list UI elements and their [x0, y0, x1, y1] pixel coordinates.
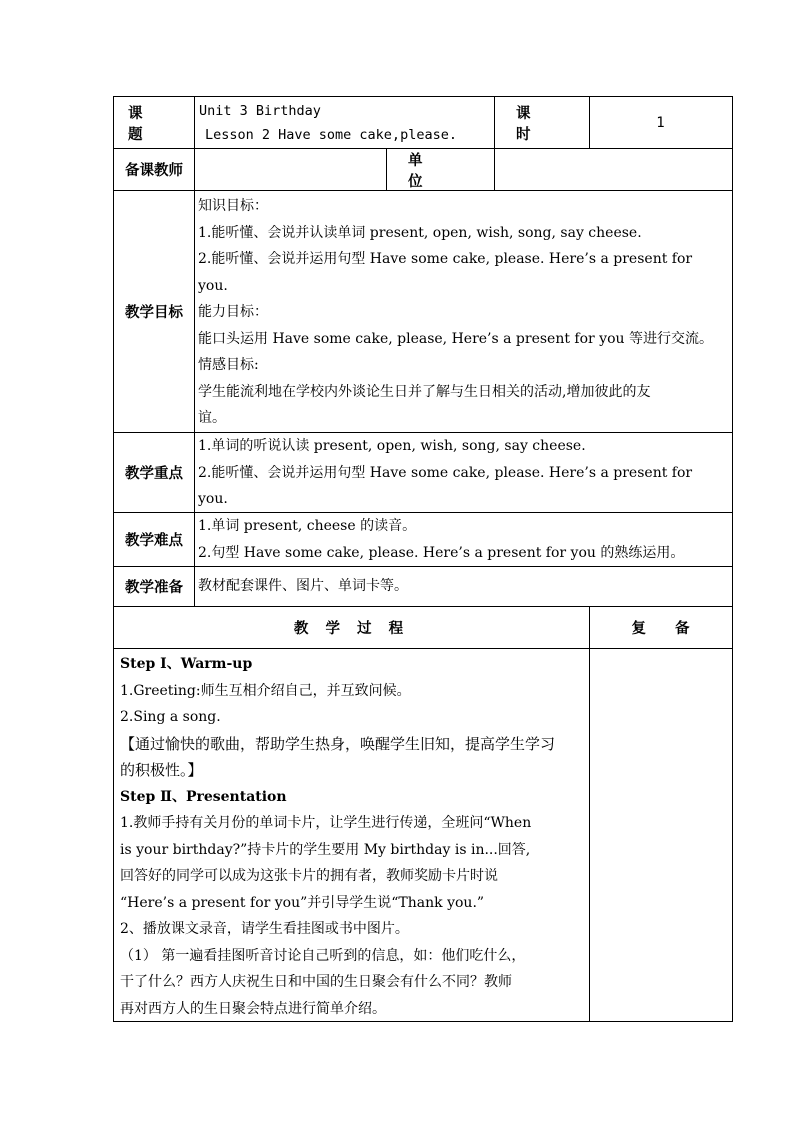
difficulties-row: [113, 512, 733, 566]
table-bottom-border: [113, 1021, 733, 1022]
process-line: 1.Greeting:师生互相介绍自己，并互致问候。: [120, 682, 411, 699]
teacher-label: 备课教师: [125, 163, 183, 179]
objectives-content: [194, 191, 732, 432]
process-line: 【通过愉快的歌曲，帮助学生热身，唤醒学生旧知，提高学生学习: [120, 734, 556, 753]
key-point-line: 1.单词的听说认读 present, open, wish, song, say cheese.: [198, 438, 586, 454]
process-line: 回答好的同学可以成为这张卡片的拥有者，教师奖励卡片时说: [120, 868, 498, 884]
key-point-line: 2.能听懂、会说并运用句型 Have some cake, please. Here’s a present for: [198, 464, 693, 481]
process-content: [114, 649, 589, 1022]
period-label: 课 时: [516, 105, 553, 143]
topic-row: [113, 96, 733, 148]
preparation-row: [113, 566, 733, 606]
process-line: 2、播放课文录音，请学生看挂图或书中图片。: [120, 921, 409, 937]
preparation-content: 教材配套课件、图片、单词卡等。: [198, 578, 408, 595]
objective-line: 谊。: [198, 410, 226, 426]
objectives-label: 教学目标: [125, 305, 183, 321]
teacher-row: [113, 148, 733, 190]
process-line: 再对西方人的生日聚会特点进行简单介绍。: [120, 1000, 386, 1017]
unit-value: [494, 149, 732, 190]
key-points-content: [194, 433, 732, 512]
process-line: “Here’s a present for you”并引导学生说“Thank you.”: [120, 894, 485, 911]
key-points-row: [113, 432, 733, 512]
process-line: （1） 第一遍看挂图听音讨论自己听到的信息，如：他们吃什么，: [120, 947, 526, 964]
objectives-row: [113, 190, 733, 432]
process-header-row: [113, 606, 733, 648]
process-line: 的积极性。】: [120, 761, 203, 779]
period-value: 1: [656, 114, 665, 131]
preparation-label: 教学准备: [125, 580, 183, 596]
objective-line: 能力目标：: [198, 304, 268, 320]
key-points-label: 教学重点: [125, 466, 183, 482]
difficulty-line: 1.单词 present, cheese 的读音。: [198, 518, 417, 534]
objective-line: 能口头运用 Have some cake, please, Here’s a present for you 等进行交流。: [198, 330, 713, 347]
topic-value: [194, 97, 494, 148]
difficulties-content: [194, 513, 732, 566]
step-heading: Step Ⅱ、Presentation: [120, 788, 287, 805]
step-heading: Step Ⅰ、Warm-up: [120, 656, 253, 672]
key-point-line: you.: [198, 491, 228, 507]
topic-unit-title: Unit 3 Birthday: [199, 103, 321, 119]
review-label: 复 备: [631, 621, 702, 637]
difficulties-label: 教学难点: [125, 533, 183, 549]
objective-line: 2.能听懂、会说并运用句型 Have some cake, please. Here’s a present for: [198, 251, 693, 267]
process-line: 2.Sing a song.: [120, 709, 221, 725]
topic-lesson-title: Lesson 2 Have some cake,please.: [205, 127, 457, 143]
process-line: 1.教师手持有关月份的单词卡片，让学生进行传递，全班问“When: [120, 815, 532, 831]
objective-line: 知识目标：: [198, 198, 268, 214]
process-line: is your birthday?”持卡片的学生要用 My birthday is in...回答,: [120, 841, 531, 858]
objective-line: 1.能听懂、会说并认读单词 present, open, wish, song, say cheese.: [198, 224, 642, 241]
unit-label: 单 位: [408, 152, 445, 190]
topic-label: 课 题: [128, 105, 157, 143]
objective-line: 情感目标:: [198, 357, 259, 373]
process-line: 干了什么？西方人庆祝生日和中国的生日聚会有什么不同？教师: [120, 974, 512, 990]
objective-line: you.: [198, 277, 228, 294]
process-row: [113, 648, 733, 1022]
review-content: [589, 649, 732, 1022]
process-label: 教 学 过 程: [293, 621, 410, 637]
difficulty-line: 2.句型 Have some cake, please. Here’s a present for you 的熟练运用。: [198, 544, 685, 561]
teacher-value: [194, 149, 386, 190]
objective-line: 学生能流利地在学校内外谈论生日并了解与生日相关的活动,增加彼此的友: [198, 383, 651, 400]
